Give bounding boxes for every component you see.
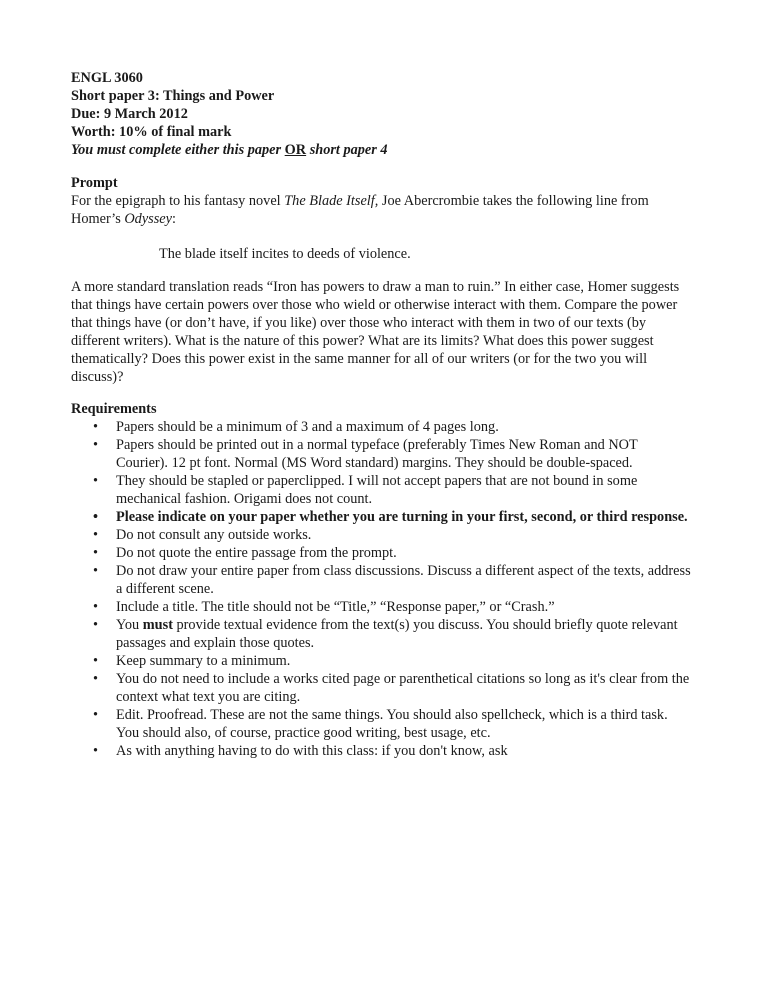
list-item: • You do not need to include a works cited page or parenthetical citations so long as it's clear from the context what text you are citing.	[93, 671, 690, 705]
bullet-icon: •	[93, 671, 99, 687]
list-item: • Keep summary to a minimum.	[93, 653, 291, 669]
prompt-intro-b: Joe Abercrombie takes the following line from Homer’s	[71, 193, 649, 227]
list-item: • Include a title. The title should not be “Title,” “Response paper,” or “Crash.”	[93, 599, 555, 615]
due-date: Due: 9 March 2012	[71, 106, 188, 122]
epigraph-quote: The blade itself incites to deeds of violence.	[159, 246, 411, 262]
list-item: • Do not consult any outside works.	[93, 527, 312, 543]
list-item: • Please indicate on your paper whether you are turning in your first, second, or third response.	[93, 509, 688, 525]
bullet-icon: •	[93, 599, 99, 615]
prompt-section	[71, 174, 691, 228]
bullet-icon: •	[93, 617, 99, 633]
note-or: OR	[284, 142, 307, 158]
worth: Worth: 10% of final mark	[71, 124, 232, 140]
list-item: • Do not draw your entire paper from class discussions. Discuss a different aspect of the texts, address a different scene.	[93, 563, 691, 597]
list-item: • You must provide textual evidence from the text(s) you discuss. You should briefly quote relevant passages and explain those quotes.	[93, 617, 678, 651]
book-title: The Blade Itself,	[284, 193, 379, 209]
requirements-section	[71, 400, 691, 760]
list-item: • Papers should be a minimum of 3 and a maximum of 4 pages long.	[93, 419, 499, 435]
bullet-icon: •	[93, 527, 99, 543]
bullet-icon: •	[93, 509, 99, 525]
requirements-heading: Requirements	[71, 401, 157, 417]
assignment-title: Short paper 3: Things and Power	[71, 88, 275, 104]
prompt-intro-a: For the epigraph to his fantasy novel	[71, 193, 285, 209]
list-item: • Papers should be printed out in a normal typeface (preferably Times New Roman and NOT Courier). 12 pt font. Normal (MS Word standard) margins. They should be double-spaced.	[93, 437, 638, 471]
course-code: ENGL 3060	[71, 70, 143, 86]
note-before: You must complete either this paper	[71, 142, 285, 158]
bullet-icon: •	[93, 419, 99, 435]
prompt-intro	[71, 192, 691, 228]
bullet-icon: •	[93, 473, 99, 489]
bullet-icon: •	[93, 437, 99, 453]
note-after: short paper 4	[306, 142, 388, 158]
requirements-list	[71, 418, 691, 760]
assignment-header	[71, 69, 388, 159]
list-item: • Do not quote the entire passage from the prompt.	[93, 545, 397, 561]
bullet-icon: •	[93, 707, 99, 723]
prompt-body: A more standard translation reads “Iron has powers to draw a man to ruin.” In either case, Homer suggests that things have certain powers over those who wield or otherwise interact with them. Compare the power that things have (or don’t have, if you like) over those who interact with them in two of our texts (by different writers). What is the nature of this power? What are its limits? What does this power suggest thematically? Does this power exist in the same manner for all of our writers (or for the two you will discuss)?	[71, 279, 680, 385]
bullet-icon: •	[93, 743, 99, 759]
bullet-icon: •	[93, 563, 99, 579]
list-item: • As with anything having to do with this class: if you don't know, ask	[93, 743, 508, 759]
prompt-discussion	[71, 278, 691, 386]
bullet-icon: •	[93, 653, 99, 669]
completion-note	[71, 141, 388, 159]
prompt-intro-end: :	[171, 211, 176, 227]
bullet-icon: •	[93, 545, 99, 561]
list-item: • They should be stapled or paperclipped. I will not accept papers that are not bound in some mechanical fashion. Origami does not count.	[93, 473, 638, 507]
prompt-heading: Prompt	[71, 175, 118, 191]
odyssey-title: Odyssey	[124, 211, 172, 227]
list-item: • Edit. Proofread. These are not the same things. You should also spellcheck, which is a third task. You should also, of course, practice good writing, best usage, etc.	[93, 707, 668, 741]
